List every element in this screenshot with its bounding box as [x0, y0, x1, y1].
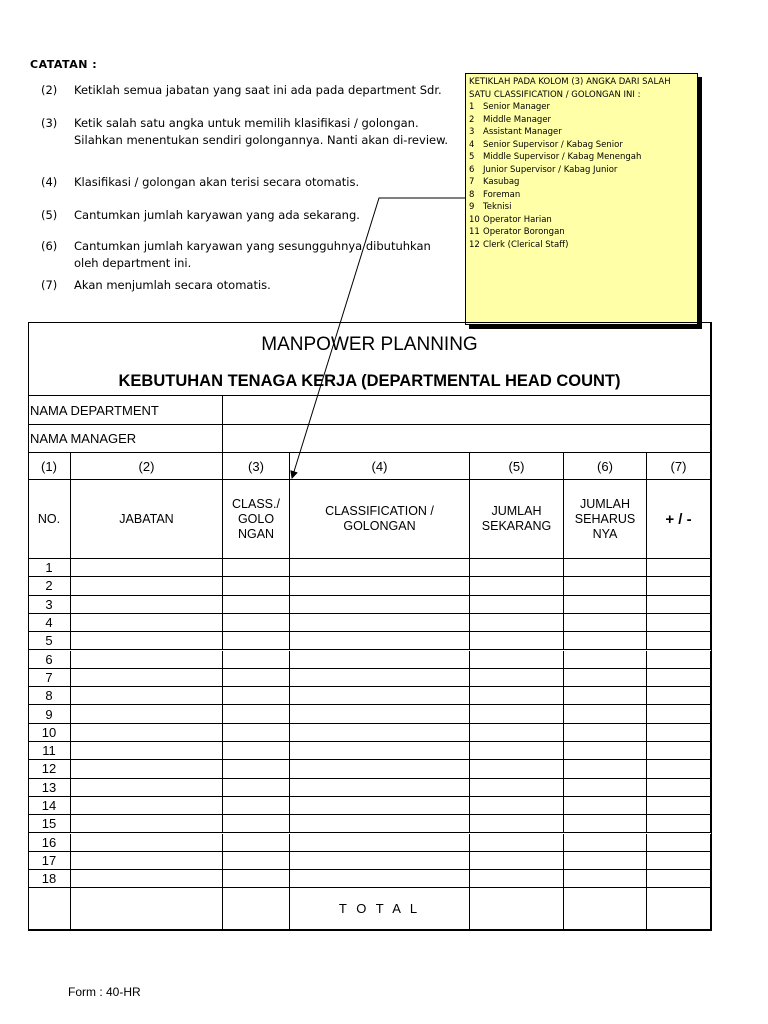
table-cell[interactable] — [647, 669, 711, 687]
table-cell[interactable] — [290, 797, 470, 815]
table-cell[interactable] — [647, 870, 711, 888]
total-cell[interactable] — [564, 888, 647, 930]
table-cell[interactable] — [647, 651, 711, 669]
table-cell[interactable] — [470, 651, 564, 669]
row-number: 13 — [28, 779, 71, 797]
note-number: (5) — [41, 208, 58, 222]
note-text: Ketiklah semua jabatan yang saat ini ada pada department Sdr. — [74, 83, 442, 97]
form-code: Form : 40-HR — [68, 985, 141, 999]
note-item — [41, 174, 461, 210]
column-number: (2) — [71, 453, 223, 480]
table-cell[interactable] — [71, 852, 223, 870]
row-number: 3 — [28, 596, 71, 614]
row-number: 8 — [28, 687, 71, 705]
column-number: (4) — [290, 453, 470, 480]
table-cell[interactable] — [223, 815, 290, 833]
table-cell[interactable] — [223, 614, 290, 632]
total-cell — [71, 888, 223, 930]
table-cell[interactable] — [470, 779, 564, 797]
table-cell[interactable] — [564, 596, 647, 614]
table-cell[interactable] — [564, 852, 647, 870]
callout-item-number: 5 — [469, 152, 475, 162]
catatan-title: CATATAN : — [30, 58, 98, 71]
callout-item — [469, 151, 694, 164]
table-cell[interactable] — [71, 614, 223, 632]
table-cell[interactable] — [71, 651, 223, 669]
table-cell[interactable] — [223, 559, 290, 577]
callout-item — [469, 189, 694, 202]
table-cell[interactable] — [470, 815, 564, 833]
table-cell[interactable] — [647, 742, 711, 760]
table-cell[interactable] — [647, 815, 711, 833]
table-cell[interactable] — [290, 614, 470, 632]
manpower-form-table — [28, 322, 711, 930]
note-number: (4) — [41, 175, 58, 189]
callout-item-number: 9 — [469, 202, 475, 212]
table-cell[interactable] — [647, 596, 711, 614]
note-item — [41, 238, 461, 274]
note-number: (3) — [41, 116, 58, 130]
callout-item-label: Middle Manager — [483, 114, 552, 125]
table-cell[interactable] — [290, 779, 470, 797]
callout-item-label: Operator Harian — [483, 214, 552, 225]
table-cell[interactable] — [564, 815, 647, 833]
table-cell[interactable] — [290, 760, 470, 778]
total-cell — [28, 888, 71, 930]
manager-field[interactable] — [223, 425, 711, 453]
table-cell[interactable] — [564, 705, 647, 723]
callout-item — [469, 101, 694, 114]
table-cell[interactable] — [470, 834, 564, 852]
callout-item — [469, 226, 694, 239]
table-cell[interactable] — [223, 870, 290, 888]
row-number: 15 — [28, 815, 71, 833]
row-number: 7 — [28, 669, 71, 687]
callout-item-label: Foreman — [483, 189, 521, 200]
table-cell[interactable] — [223, 852, 290, 870]
table-cell[interactable] — [470, 797, 564, 815]
table-cell[interactable] — [647, 632, 711, 650]
note-number: (6) — [41, 239, 58, 253]
note-text: Cantumkan jumlah karyawan yang sesungguhnya dibutuhkan oleh department ini. — [74, 239, 431, 270]
table-cell[interactable] — [71, 577, 223, 595]
row-number: 2 — [28, 577, 71, 595]
row-number: 6 — [28, 651, 71, 669]
callout-item-label: Clerk (Clerical Staff) — [483, 239, 569, 250]
note-text: Akan menjumlah secara otomatis. — [74, 278, 271, 292]
row-number: 9 — [28, 705, 71, 723]
manager-label: NAMA MANAGER — [28, 425, 223, 453]
table-cell[interactable] — [223, 632, 290, 650]
callout-item — [469, 164, 694, 177]
table-cell[interactable] — [290, 815, 470, 833]
table-cell[interactable] — [290, 559, 470, 577]
table-cell[interactable] — [470, 577, 564, 595]
table-cell[interactable] — [71, 669, 223, 687]
table-cell[interactable] — [470, 742, 564, 760]
column-header: + / - — [647, 480, 711, 559]
table-cell[interactable] — [564, 651, 647, 669]
table-cell[interactable] — [290, 742, 470, 760]
total-cell[interactable] — [470, 888, 564, 930]
note-item — [41, 82, 461, 118]
table-cell[interactable] — [647, 687, 711, 705]
table-cell[interactable] — [71, 559, 223, 577]
note-text: Ketik salah satu angka untuk memilih klasifikasi / golongan. Silahkan menentukan sendiri golongannya. Nanti akan di-review. — [74, 116, 449, 147]
total-cell — [223, 888, 290, 930]
callout-item-number: 2 — [469, 114, 475, 125]
table-cell[interactable] — [223, 577, 290, 595]
table-cell[interactable] — [71, 742, 223, 760]
table-cell[interactable] — [470, 614, 564, 632]
table-cell[interactable] — [470, 596, 564, 614]
table-cell[interactable] — [470, 724, 564, 742]
table-cell[interactable] — [223, 669, 290, 687]
table-cell[interactable] — [564, 760, 647, 778]
callout-item-label: Assistant Manager — [483, 127, 562, 137]
table-cell[interactable] — [290, 834, 470, 852]
department-field[interactable] — [223, 396, 711, 425]
column-number: (5) — [470, 453, 564, 480]
table-cell[interactable] — [564, 779, 647, 797]
table-cell[interactable] — [290, 632, 470, 650]
callout-item — [469, 126, 694, 139]
classification-callout — [465, 73, 698, 325]
table-cell[interactable] — [564, 687, 647, 705]
column-number: (3) — [223, 453, 290, 480]
column-number: (6) — [564, 453, 647, 480]
table-cell[interactable] — [470, 852, 564, 870]
callout-item-label: Senior Manager — [483, 102, 551, 112]
table-cell[interactable] — [564, 797, 647, 815]
table-cell[interactable] — [470, 632, 564, 650]
column-header: CLASSIFICATION / GOLONGAN — [290, 480, 470, 559]
column-header: CLASS./ GOLO NGAN — [223, 480, 290, 559]
table-cell[interactable] — [290, 852, 470, 870]
table-cell[interactable] — [71, 797, 223, 815]
table-cell[interactable] — [71, 779, 223, 797]
table-cell[interactable] — [470, 559, 564, 577]
note-item — [41, 115, 461, 151]
row-number: 12 — [28, 760, 71, 778]
table-cell[interactable] — [223, 834, 290, 852]
table-cell[interactable] — [71, 596, 223, 614]
table-cell[interactable] — [564, 577, 647, 595]
table-cell[interactable] — [564, 614, 647, 632]
column-header: JUMLAH SEKARANG — [470, 480, 564, 559]
table-cell[interactable] — [290, 596, 470, 614]
callout-item — [469, 201, 694, 214]
table-cell[interactable] — [647, 779, 711, 797]
department-label: NAMA DEPARTMENT — [28, 396, 223, 425]
table-cell[interactable] — [564, 742, 647, 760]
row-number: 11 — [28, 742, 71, 760]
table-cell[interactable] — [564, 669, 647, 687]
table-cell[interactable] — [470, 705, 564, 723]
callout-item-label: Junior Supervisor / Kabag Junior — [483, 164, 618, 175]
callout-item-label: Operator Borongan — [483, 227, 565, 237]
table-cell[interactable] — [290, 651, 470, 669]
callout-item-number: 7 — [469, 177, 475, 187]
table-cell[interactable] — [647, 705, 711, 723]
callout-item-number: 12 — [469, 239, 480, 250]
callout-item-label: Teknisi — [483, 202, 512, 212]
table-cell[interactable] — [647, 559, 711, 577]
table-cell[interactable] — [290, 577, 470, 595]
callout-item-number: 4 — [469, 139, 475, 150]
table-cell[interactable] — [223, 687, 290, 705]
table-cell[interactable] — [223, 724, 290, 742]
row-number: 14 — [28, 797, 71, 815]
callout-item — [469, 139, 694, 152]
note-text: Klasifikasi / golongan akan terisi secara otomatis. — [74, 175, 360, 189]
row-number: 18 — [28, 870, 71, 888]
table-cell[interactable] — [470, 870, 564, 888]
callout-item-number: 6 — [469, 164, 475, 175]
table-cell[interactable] — [71, 705, 223, 723]
table-cell[interactable] — [564, 632, 647, 650]
table-cell[interactable] — [223, 779, 290, 797]
table-cell[interactable] — [223, 760, 290, 778]
table-cell[interactable] — [564, 834, 647, 852]
table-cell[interactable] — [223, 651, 290, 669]
row-number: 1 — [28, 559, 71, 577]
callout-item — [469, 239, 694, 252]
callout-list — [469, 101, 694, 251]
table-cell[interactable] — [223, 797, 290, 815]
callout-item-number: 1 — [469, 102, 475, 112]
table-cell[interactable] — [564, 870, 647, 888]
form-subtitle: KEBUTUHAN TENAGA KERJA (DEPARTMENTAL HEAD COUNT) — [118, 372, 621, 390]
table-cell[interactable] — [223, 705, 290, 723]
table-cell[interactable] — [223, 596, 290, 614]
table-cell[interactable] — [71, 870, 223, 888]
row-number: 17 — [28, 852, 71, 870]
table-cell[interactable] — [470, 687, 564, 705]
callout-item — [469, 114, 694, 127]
table-cell[interactable] — [290, 669, 470, 687]
table-cell[interactable] — [470, 760, 564, 778]
form-title: MANPOWER PLANNING — [261, 334, 478, 355]
callout-item-number: 10 — [469, 214, 480, 225]
note-number: (7) — [41, 278, 58, 292]
table-cell[interactable] — [71, 724, 223, 742]
total-cell[interactable] — [647, 888, 711, 930]
column-header: JABATAN — [71, 480, 223, 559]
table-cell[interactable] — [647, 760, 711, 778]
callout-item — [469, 176, 694, 189]
column-number: (1) — [28, 453, 71, 480]
table-cell[interactable] — [223, 742, 290, 760]
callout-item-number: 3 — [469, 127, 475, 137]
column-number: (7) — [647, 453, 711, 480]
table-cell[interactable] — [647, 577, 711, 595]
table-cell[interactable] — [647, 724, 711, 742]
column-header: JUMLAH SEHARUS NYA — [564, 480, 647, 559]
note-text: Cantumkan jumlah karyawan yang ada sekarang. — [74, 208, 360, 222]
table-cell[interactable] — [647, 852, 711, 870]
column-header: NO. — [28, 480, 71, 559]
table-cell[interactable] — [71, 834, 223, 852]
callout-item — [469, 214, 694, 227]
callout-item-number: 11 — [469, 227, 480, 237]
table-cell[interactable] — [71, 760, 223, 778]
row-number: 4 — [28, 614, 71, 632]
table-cell[interactable] — [290, 870, 470, 888]
note-number: (2) — [41, 83, 58, 97]
table-cell[interactable] — [564, 724, 647, 742]
row-number: 10 — [28, 724, 71, 742]
callout-item-label: Middle Supervisor / Kabag Menengah — [483, 152, 642, 162]
row-number: 5 — [28, 632, 71, 650]
table-cell[interactable] — [564, 559, 647, 577]
total-label: T O T A L — [290, 888, 470, 930]
table-cell[interactable] — [647, 797, 711, 815]
table-cell[interactable] — [71, 632, 223, 650]
row-number: 16 — [28, 834, 71, 852]
table-cell[interactable] — [290, 705, 470, 723]
table-cell[interactable] — [470, 669, 564, 687]
table-cell[interactable] — [71, 687, 223, 705]
note-item — [41, 277, 461, 313]
callout-heading: KETIKLAH PADA KOLOM (3) ANGKA DARI SALAH SATU CLASSIFICATION / GOLONGAN INI : — [469, 77, 671, 100]
callout-item-number: 8 — [469, 189, 475, 200]
table-cell[interactable] — [647, 614, 711, 632]
table-cell[interactable] — [71, 815, 223, 833]
callout-item-label: Senior Supervisor / Kabag Senior — [483, 139, 623, 150]
table-cell[interactable] — [290, 687, 470, 705]
table-cell[interactable] — [290, 724, 470, 742]
callout-item-label: Kasubag — [483, 177, 520, 187]
table-cell[interactable] — [647, 834, 711, 852]
